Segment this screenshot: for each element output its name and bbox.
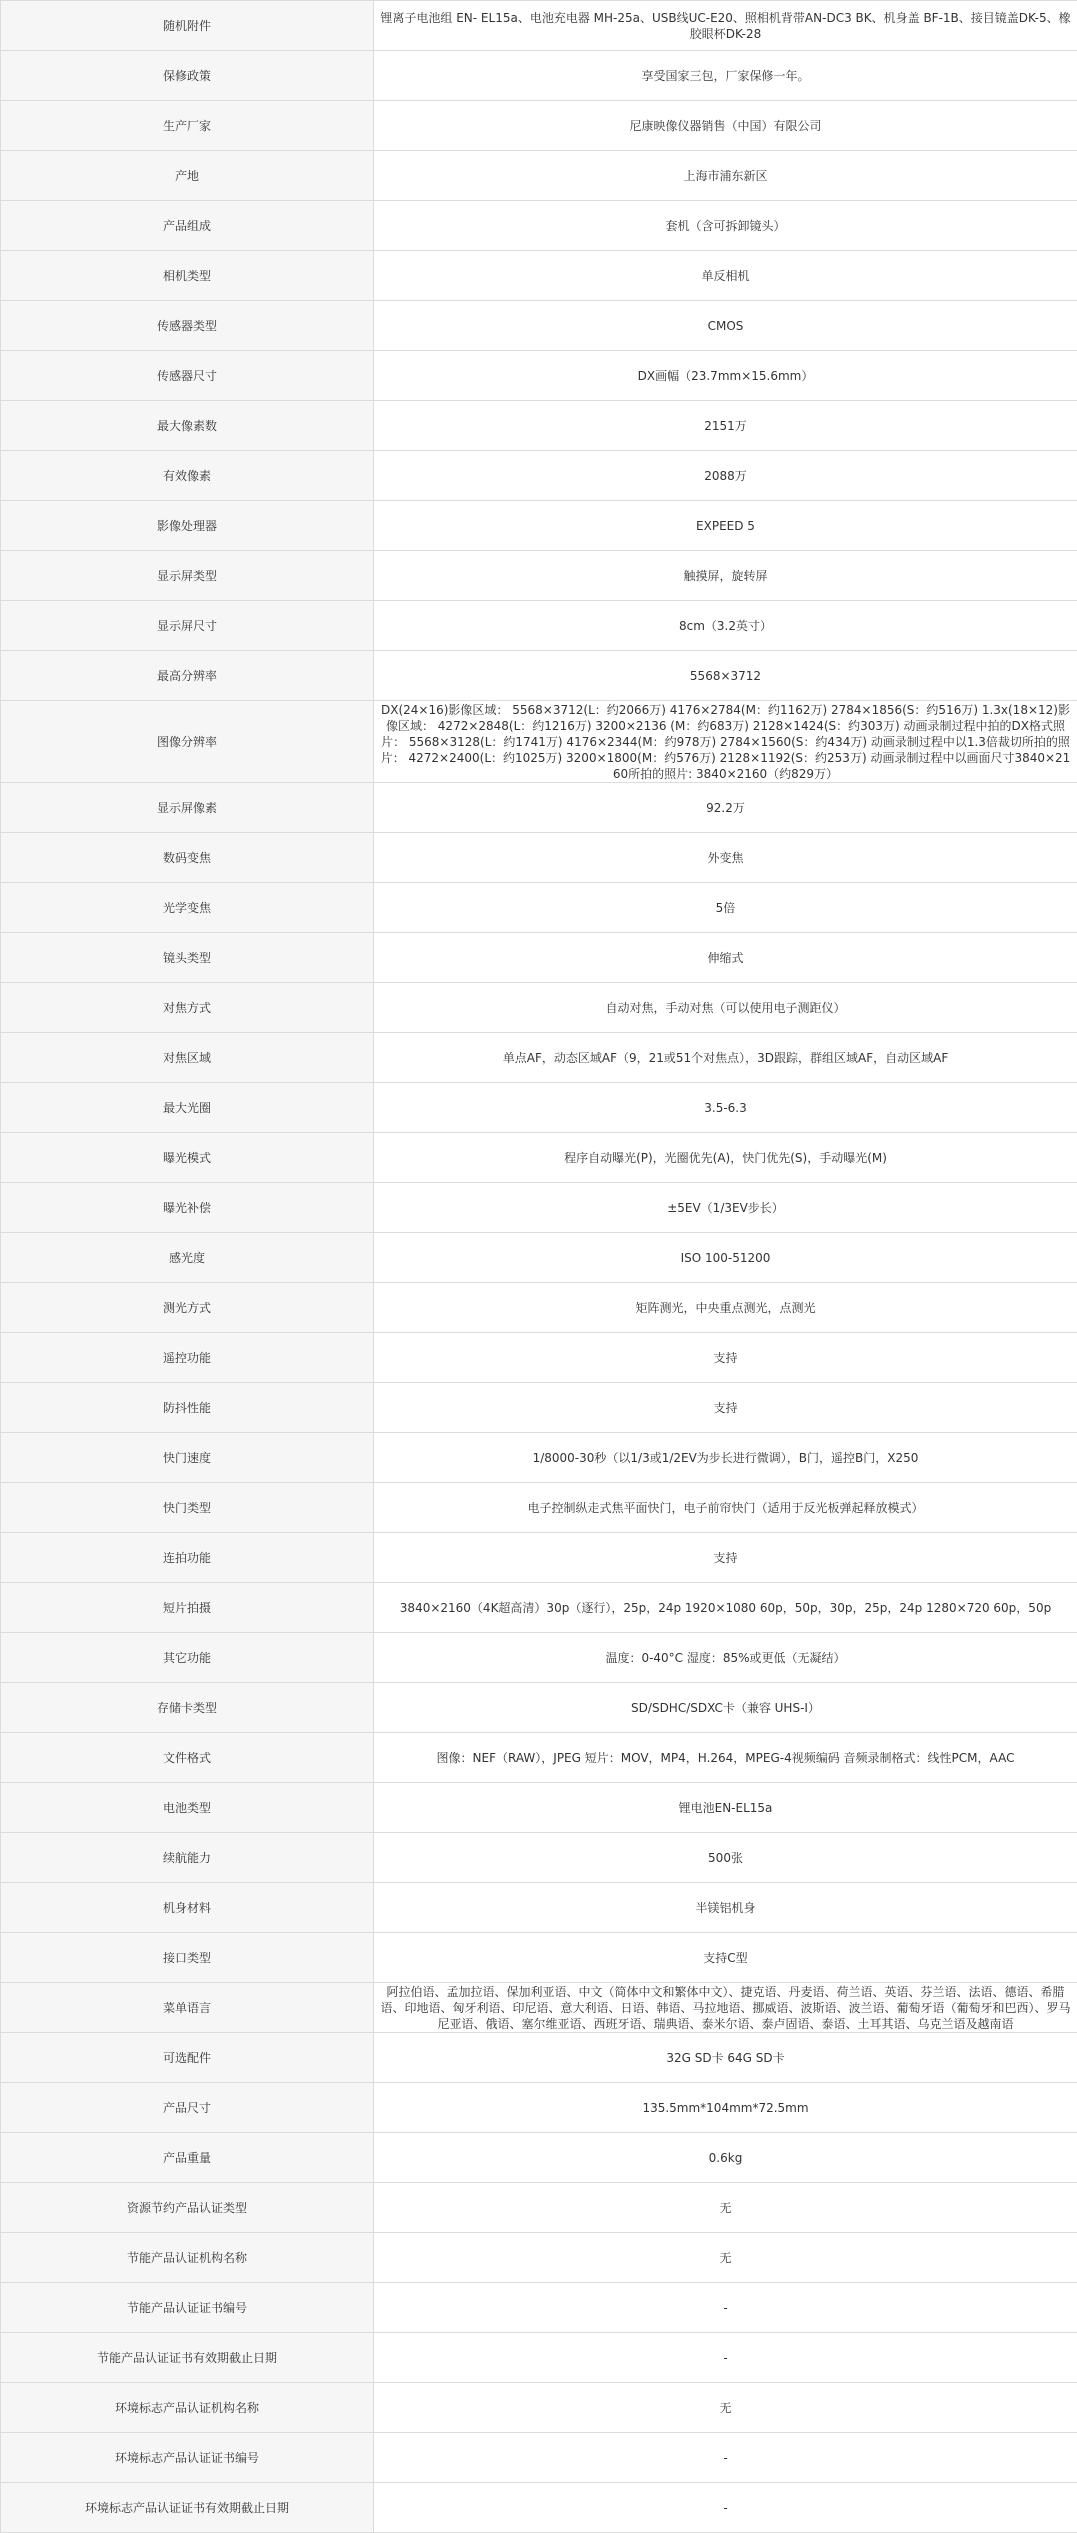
spec-value: 无 [374, 2233, 1077, 2283]
spec-row [1, 1933, 1077, 1983]
spec-value: 3.5-6.3 [374, 1083, 1077, 1133]
spec-label: 菜单语言 [1, 1983, 374, 2033]
spec-value: 矩阵测光，中央重点测光，点测光 [374, 1283, 1077, 1333]
spec-value: DX画幅（23.7mm×15.6mm） [374, 351, 1077, 401]
spec-row [1, 1333, 1077, 1383]
spec-row [1, 833, 1077, 883]
spec-label: 节能产品认证证书有效期截止日期 [1, 2333, 374, 2383]
spec-row [1, 1633, 1077, 1683]
spec-label: 环境标志产品认证机构名称 [1, 2383, 374, 2433]
spec-row [1, 1533, 1077, 1583]
spec-row [1, 2283, 1077, 2333]
spec-row [1, 501, 1077, 551]
spec-value: 触摸屏，旋转屏 [374, 551, 1077, 601]
spec-value: SD/SDHC/SDXC卡（兼容 UHS-I） [374, 1683, 1077, 1733]
spec-value: 半镁铝机身 [374, 1883, 1077, 1933]
spec-row [1, 2433, 1077, 2483]
spec-row [1, 1133, 1077, 1183]
spec-row [1, 2333, 1077, 2383]
spec-row [1, 1433, 1077, 1483]
spec-row [1, 1083, 1077, 1133]
spec-value: 阿拉伯语、孟加拉语、保加利亚语、中文（简体中文和繁体中文）、捷克语、丹麦语、荷兰语、英语、芬兰语、法语、德语、希腊语、印地语、匈牙利语、印尼语、意大利语、日语、韩语、马拉地语、挪威语、波斯语、波兰语、葡萄牙语（葡萄牙和巴西）、罗马尼亚语、俄语、塞尔维亚语、西班牙语、瑞典语、泰米尔语、泰卢固语、泰语、土耳其语、乌克兰语及越南语 [374, 1983, 1077, 2033]
spec-label: 镜头类型 [1, 933, 374, 983]
spec-label: 最大光圈 [1, 1083, 374, 1133]
spec-row [1, 151, 1077, 201]
spec-value: 享受国家三包，厂家保修一年。 [374, 51, 1077, 101]
spec-row [1, 1033, 1077, 1083]
spec-value: 92.2万 [374, 783, 1077, 833]
spec-row [1, 1783, 1077, 1833]
spec-row [1, 1683, 1077, 1733]
spec-label: 数码变焦 [1, 833, 374, 883]
spec-row [1, 351, 1077, 401]
spec-row [1, 1733, 1077, 1783]
spec-value: 单反相机 [374, 251, 1077, 301]
spec-value: 外变焦 [374, 833, 1077, 883]
spec-label: 显示屏类型 [1, 551, 374, 601]
spec-value: 支持 [374, 1533, 1077, 1583]
spec-row [1, 301, 1077, 351]
spec-value: - [374, 2333, 1077, 2383]
spec-row [1, 601, 1077, 651]
spec-row [1, 1183, 1077, 1233]
spec-label: 对焦区域 [1, 1033, 374, 1083]
spec-row [1, 783, 1077, 833]
spec-label: 有效像素 [1, 451, 374, 501]
spec-label: 产品组成 [1, 201, 374, 251]
spec-row [1, 1283, 1077, 1333]
spec-label: 环境标志产品认证证书有效期截止日期 [1, 2483, 374, 2533]
spec-label: 影像处理器 [1, 501, 374, 551]
spec-value: 电子控制纵走式焦平面快门，电子前帘快门（适用于反光板弹起释放模式） [374, 1483, 1077, 1533]
spec-value: 锂离子电池组 EN- EL15a、电池充电器 MH-25a、USB线UC-E20、照相机背带AN-DC3 BK、机身盖 BF-1B、接目镜盖DK-5、橡胶眼杯DK-28 [374, 1, 1077, 51]
spec-value: 0.6kg [374, 2133, 1077, 2183]
spec-label: 快门类型 [1, 1483, 374, 1533]
spec-label: 资源节约产品认证类型 [1, 2183, 374, 2233]
spec-value: 8cm（3.2英寸） [374, 601, 1077, 651]
spec-value: - [374, 2483, 1077, 2533]
spec-label: 产品尺寸 [1, 2083, 374, 2133]
spec-row [1, 101, 1077, 151]
spec-value: 500张 [374, 1833, 1077, 1883]
spec-row [1, 551, 1077, 601]
spec-label: 产地 [1, 151, 374, 201]
spec-row [1, 2183, 1077, 2233]
spec-label: 连拍功能 [1, 1533, 374, 1583]
spec-value: 2151万 [374, 401, 1077, 451]
spec-row [1, 983, 1077, 1033]
spec-label: 图像分辨率 [1, 701, 374, 783]
spec-value: - [374, 2283, 1077, 2333]
spec-label: 接口类型 [1, 1933, 374, 1983]
spec-label: 续航能力 [1, 1833, 374, 1883]
spec-row [1, 451, 1077, 501]
spec-label: 最大像素数 [1, 401, 374, 451]
spec-label: 其它功能 [1, 1633, 374, 1683]
spec-row [1, 1233, 1077, 1283]
spec-label: 最高分辨率 [1, 651, 374, 701]
spec-row [1, 651, 1077, 701]
spec-value: 支持 [374, 1333, 1077, 1383]
spec-label: 传感器类型 [1, 301, 374, 351]
spec-label: 显示屏尺寸 [1, 601, 374, 651]
spec-label: 光学变焦 [1, 883, 374, 933]
spec-value: CMOS [374, 301, 1077, 351]
spec-row [1, 701, 1077, 783]
spec-row [1, 2083, 1077, 2133]
spec-label: 环境标志产品认证证书编号 [1, 2433, 374, 2483]
spec-value: DX(24×16)影像区域： 5568×3712(L：约2066万) 4176×2784(M：约1162万) 2784×1856(S：约516万) 1.3x(18×12)影像区域： 4272×2848(L：约1216万) 3200×2136 (M：约683万) 2128×1424(S：约303万) 动画录制过程中拍的DX格式照片： 5568×3128(L：约1741万) 4176×2344(M：约978万) 2784×1560(S：约434万) 动画录制过程中以1.3倍裁切所拍的照片： 4272×2400(L：约1025万) 3200×1800(M：约576万) 2128×1192(S：约253万) 动画录制过程中以画面尺寸3840×2160所拍的照片: 3840×2160（约829万） [374, 701, 1077, 783]
spec-row [1, 2483, 1077, 2533]
spec-value: 2088万 [374, 451, 1077, 501]
spec-label: 文件格式 [1, 1733, 374, 1783]
spec-value: 支持 [374, 1383, 1077, 1433]
spec-row [1, 883, 1077, 933]
spec-label: 随机附件 [1, 1, 374, 51]
spec-row [1, 51, 1077, 101]
spec-value: ±5EV（1/3EV步长） [374, 1183, 1077, 1233]
spec-row [1, 201, 1077, 251]
spec-value: 135.5mm*104mm*72.5mm [374, 2083, 1077, 2133]
spec-label: 快门速度 [1, 1433, 374, 1483]
spec-value: 无 [374, 2183, 1077, 2233]
spec-value: 尼康映像仪器销售（中国）有限公司 [374, 101, 1077, 151]
spec-row [1, 1, 1077, 51]
spec-label: 感光度 [1, 1233, 374, 1283]
spec-row [1, 2383, 1077, 2433]
spec-label: 节能产品认证证书编号 [1, 2283, 374, 2333]
spec-label: 传感器尺寸 [1, 351, 374, 401]
spec-row [1, 2133, 1077, 2183]
spec-label: 遥控功能 [1, 1333, 374, 1383]
spec-value: 1/8000-30秒（以1/3或1/2EV为步长进行微调），B门，遥控B门，X250 [374, 1433, 1077, 1483]
spec-label: 防抖性能 [1, 1383, 374, 1433]
spec-value: EXPEED 5 [374, 501, 1077, 551]
spec-value: 无 [374, 2383, 1077, 2433]
spec-row [1, 933, 1077, 983]
spec-label: 短片拍摄 [1, 1583, 374, 1633]
spec-value: 锂电池EN-EL15a [374, 1783, 1077, 1833]
spec-row [1, 251, 1077, 301]
spec-label: 对焦方式 [1, 983, 374, 1033]
spec-value: 温度：0-40°C 湿度：85%或更低（无凝结） [374, 1633, 1077, 1683]
spec-value: - [374, 2433, 1077, 2483]
spec-label: 产品重量 [1, 2133, 374, 2183]
spec-row [1, 1833, 1077, 1883]
spec-label: 机身材料 [1, 1883, 374, 1933]
spec-label: 存储卡类型 [1, 1683, 374, 1733]
spec-value: 3840×2160（4K超高清）30p（逐行），25p，24p 1920×1080 60p，50p，30p，25p，24p 1280×720 60p，50p [374, 1583, 1077, 1633]
spec-row [1, 2233, 1077, 2283]
spec-value: 上海市浦东新区 [374, 151, 1077, 201]
spec-value: 伸缩式 [374, 933, 1077, 983]
spec-value: 单点AF，动态区域AF（9，21或51个对焦点），3D跟踪，群组区域AF，自动区域AF [374, 1033, 1077, 1083]
spec-table-body [1, 1, 1077, 2533]
spec-value: 32G SD卡 64G SD卡 [374, 2033, 1077, 2083]
spec-label: 显示屏像素 [1, 783, 374, 833]
spec-label: 电池类型 [1, 1783, 374, 1833]
spec-value: 5倍 [374, 883, 1077, 933]
spec-label: 节能产品认证机构名称 [1, 2233, 374, 2283]
spec-value: 5568×3712 [374, 651, 1077, 701]
spec-label: 相机类型 [1, 251, 374, 301]
spec-row [1, 401, 1077, 451]
spec-label: 生产厂家 [1, 101, 374, 151]
spec-row [1, 2033, 1077, 2083]
spec-row [1, 1883, 1077, 1933]
spec-label: 曝光补偿 [1, 1183, 374, 1233]
spec-value: 图像：NEF（RAW），JPEG 短片：MOV，MP4，H.264，MPEG-4视频编码 音频录制格式：线性PCM，AAC [374, 1733, 1077, 1783]
spec-value: ISO 100-51200 [374, 1233, 1077, 1283]
spec-label: 保修政策 [1, 51, 374, 101]
spec-row [1, 1983, 1077, 2033]
spec-label: 测光方式 [1, 1283, 374, 1333]
spec-label: 可选配件 [1, 2033, 374, 2083]
spec-row [1, 1583, 1077, 1633]
spec-value: 自动对焦，手动对焦（可以使用电子测距仪） [374, 983, 1077, 1033]
spec-value: 套机（含可拆卸镜头） [374, 201, 1077, 251]
spec-value: 支持C型 [374, 1933, 1077, 1983]
spec-value: 程序自动曝光(P)，光圈优先(A)，快门优先(S)，手动曝光(M) [374, 1133, 1077, 1183]
spec-row [1, 1483, 1077, 1533]
spec-label: 曝光模式 [1, 1133, 374, 1183]
spec-row [1, 1383, 1077, 1433]
